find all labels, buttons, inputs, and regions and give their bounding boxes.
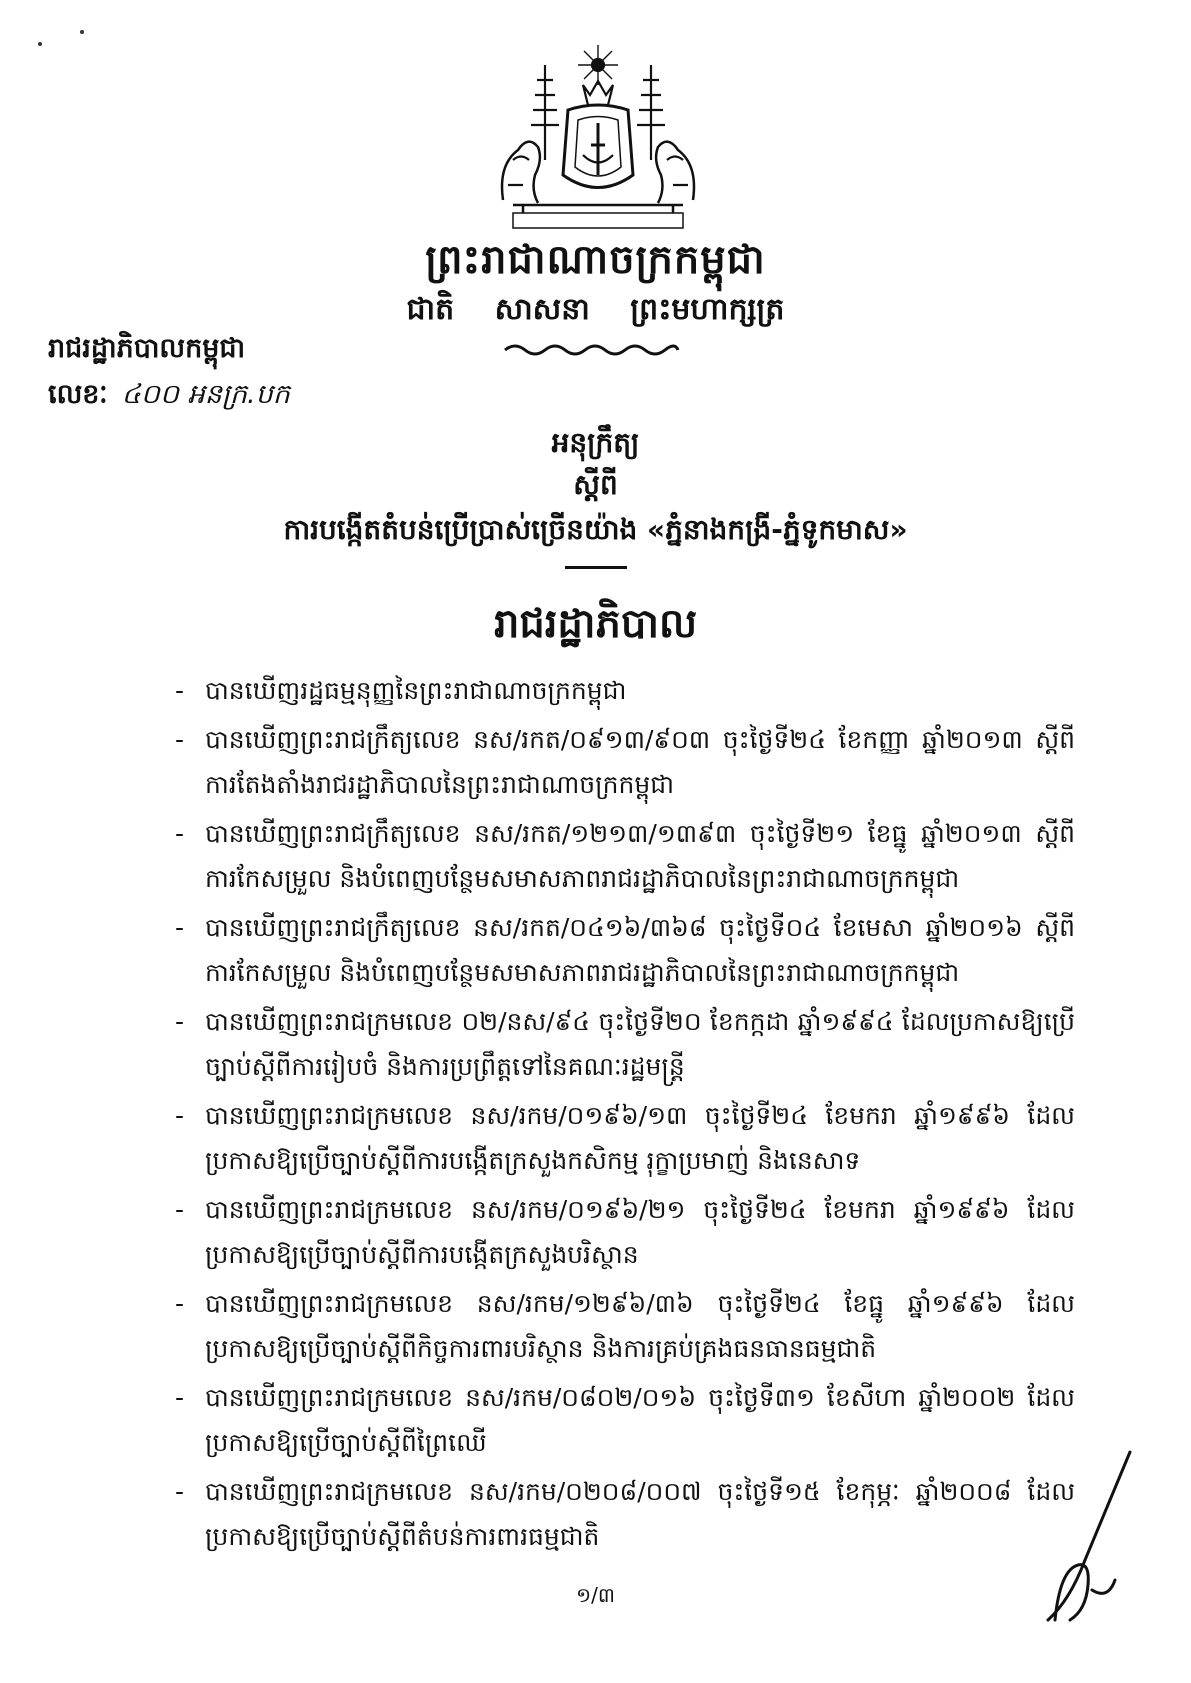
clause-text: បានឃើញព្រះរាជក្រមលេខ នស/រកម/០២០៨/០០៧ ចុះថ្ងៃទី១៥ ខែកុម្ភៈ ឆ្នាំ២០០៨ ដែលប្រកាសឱ្យប្រើច្បាប់ស្តីពីតំបន់ការពារធម្មជាតិ xyxy=(205,1477,1075,1551)
clause-dash: - xyxy=(175,819,185,848)
clause-item xyxy=(175,1093,1075,1183)
clause-dash: - xyxy=(175,1477,185,1506)
reference-value: ៤០០ អនក្រ.បក xyxy=(121,379,290,410)
clause-dash: - xyxy=(175,1101,185,1130)
clause-text: បានឃើញព្រះរាជក្រមលេខ ០២/នស/៩៤ ចុះថ្ងៃទី២០ ខែកក្កដា ឆ្នាំ១៩៩៤ ដែលប្រកាសឱ្យប្រើច្បាប់ស្តីពីការរៀបចំ និងការប្រព្រឹត្តទៅនៃគណៈរដ្ឋមន្ត្រី xyxy=(205,1007,1075,1081)
document-subject: ការបង្កើតតំបន់ប្រើប្រាស់ច្រើនយ៉ាង «ភ្នំនាងកង្រី-ភ្នំទូកមាស» xyxy=(283,513,908,546)
clause-item xyxy=(175,717,1075,807)
document-about: ស្តីពី xyxy=(573,468,618,501)
clause-dash: - xyxy=(175,1289,185,1318)
clause-item xyxy=(175,999,1075,1089)
clause-dash: - xyxy=(175,913,185,942)
clause-item xyxy=(175,1187,1075,1277)
clause-dash: - xyxy=(175,1383,185,1412)
reference-number xyxy=(48,378,290,417)
clause-item xyxy=(175,668,1075,713)
clause-dash: - xyxy=(175,1195,185,1224)
national-motto: ជាតិ សាសនា ព្រះមហាក្សត្រ xyxy=(406,292,785,327)
royal-coat-of-arms-icon xyxy=(483,35,713,230)
body-heading: រាជរដ្ឋាភិបាល xyxy=(493,601,698,647)
scan-speck xyxy=(80,30,84,34)
page-number: ១/៣ xyxy=(576,1583,615,1607)
clause-dash: - xyxy=(175,725,185,754)
document-type: អនុក្រឹត្យ xyxy=(551,426,640,459)
scan-speck xyxy=(38,42,42,46)
clause-dash: - xyxy=(175,676,185,705)
clause-text: បានឃើញព្រះរាជក្រមលេខ នស/រកម/១២៩៦/៣៦ ចុះថ្ងៃទី២៤ ខែធ្នូ ឆ្នាំ១៩៩៦ ដែលប្រកាសឱ្យប្រើច្បាប់ស្តីពីកិច្ចការពារបរិស្ថាន និងការគ្រប់គ្រងធនធានធម្មជាតិ xyxy=(205,1289,1075,1363)
issuing-government: រាជរដ្ឋាភិបាលកម្ពុជា xyxy=(48,333,246,364)
clause-text: បានឃើញព្រះរាជក្រឹត្យលេខ នស/រកត/០៩១៣/៩០៣ ចុះថ្ងៃទី២៤ ខែកញ្ញា ឆ្នាំ២០១៣ ស្តីពីការតែងតាំងរាជរដ្ឋាភិបាលនៃព្រះរាជាណាចក្រកម្ពុជា xyxy=(205,725,1075,799)
kingdom-heading: ព្រះរាជាណាចក្រកម្ពុជា xyxy=(425,237,766,283)
clause-text: បានឃើញព្រះរាជក្រឹត្យលេខ នស/រកត/១២១៣/១៣៩៣ ចុះថ្ងៃទី២១ ខែធ្នូ ឆ្នាំ២០១៣ ស្តីពីការកែសម្រួល និងបំពេញបន្ថែមសមាសភាពរាជរដ្ឋាភិបាលនៃព្រះរាជាណាចក្រកម្ពុជា xyxy=(205,819,1075,893)
clause-text: បានឃើញព្រះរាជក្រឹត្យលេខ នស/រកត/០៤១៦/៣៦៨ ចុះថ្ងៃទី០៤ ខែមេសា ឆ្នាំ២០១៦ ស្តីពីការកែសម្រួល និងបំពេញបន្ថែមសមាសភាពរាជរដ្ឋាភិបាលនៃព្រះរាជាណាចក្រកម្ពុជា xyxy=(205,913,1075,987)
preamble-clauses xyxy=(175,668,1075,1563)
clause-item xyxy=(175,1281,1075,1371)
clause-text: បានឃើញព្រះរាជក្រមលេខ នស/រកម/០១៩៦/១៣ ចុះថ្ងៃទី២៤ ខែមករា ឆ្នាំ១៩៩៦ ដែលប្រកាសឱ្យប្រើច្បាប់ស្តីពីការបង្កើតក្រសួងកសិកម្ម រុក្ខាប្រមាញ់ និងនេសាទ xyxy=(205,1101,1075,1175)
clause-item xyxy=(175,905,1075,995)
clause-text: បានឃើញព្រះរាជក្រមលេខ នស/រកម/០១៩៦/២១ ចុះថ្ងៃទី២៤ ខែមករា ឆ្នាំ១៩៩៦ ដែលប្រកាសឱ្យប្រើច្បាប់ស្តីពីការបង្កើតក្រសួងបរិស្ថាន xyxy=(205,1195,1075,1269)
clause-item xyxy=(175,1469,1075,1559)
clause-text: បានឃើញព្រះរាជក្រមលេខ នស/រកម/០៨០២/០១៦ ចុះថ្ងៃទី៣១ ខែសីហា ឆ្នាំ២០០២ ដែលប្រកាសឱ្យប្រើច្បាប់ស្តីពីព្រៃឈើ xyxy=(205,1383,1075,1457)
decorative-ornament-icon xyxy=(500,342,680,358)
clause-item xyxy=(175,1375,1075,1465)
clause-item xyxy=(175,811,1075,901)
title-divider xyxy=(565,566,627,569)
reference-label: លេខៈ xyxy=(48,379,108,410)
clause-dash: - xyxy=(175,1007,185,1036)
clause-text: បានឃើញរដ្ឋធម្មនុញ្ញនៃព្រះរាជាណាចក្រកម្ពុជា xyxy=(205,676,627,705)
